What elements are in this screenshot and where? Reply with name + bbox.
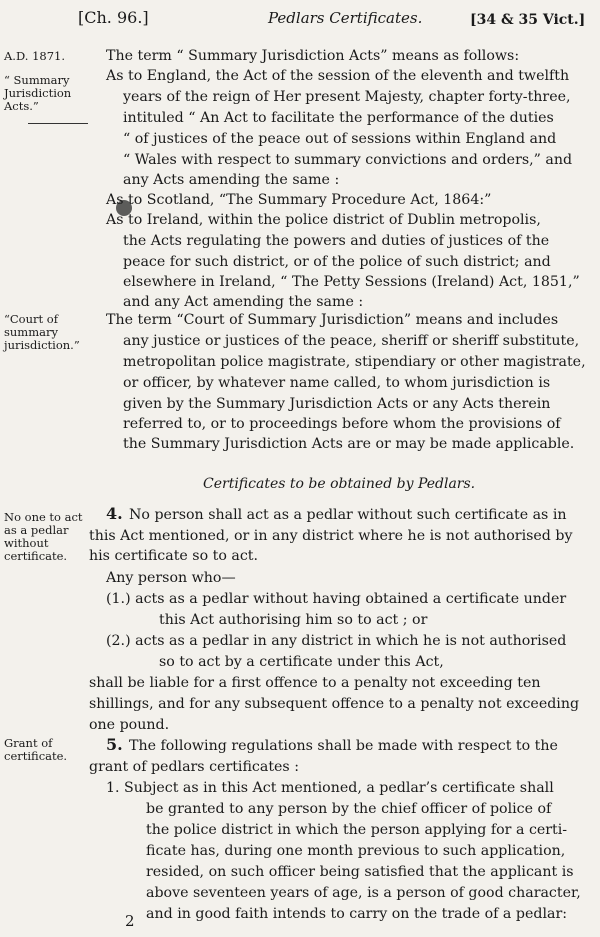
text-line: be granted to any person by the chief officer of police of [146,801,552,817]
text-line: this Act mentioned, or in any district where he is not authorised by [89,528,573,544]
text-line: As to Ireland, within the police district of Dublin metropolis, [106,212,541,228]
text-line: “ of justices of the peace out of sessions within England and [123,131,557,147]
page-number: 2 [125,912,135,930]
text-line: any justice or justices of the peace, sheriff or sheriff substitute, [123,333,580,349]
text-line: the Summary Jurisdiction Acts are or may be made applicable. [123,436,575,452]
text-line: intituled “ An Act to facilitate the performance of the duties [123,110,554,126]
text-line: Any person who— [106,570,236,586]
text-line: grant of pedlars certificates : [89,759,299,775]
text-line: ficate has, during one month previous to such application, [146,843,566,859]
text-line: and in good faith intends to carry on the trade of a pedlar: [146,906,568,922]
text-line: this Act authorising him so to act ; or [159,612,428,628]
text-line: so to act by a certificate under this Act, [159,654,444,670]
text-line: (1.) acts as a pedlar without having obtained a certificate under [106,591,567,607]
text-line: years of the reign of Her present Majesty, chapter forty-three, [123,89,571,105]
text-line: the Acts regulating the powers and duties of justices of the [123,233,550,249]
section-heading: Certificates to be obtained by Pedlars. [203,476,476,492]
text-line: above seventeen years of age, is a person of good character, [146,885,581,901]
text-line: and any Act amending the same : [123,294,364,310]
chapter-reference: [Ch. 96.] [78,8,149,27]
text-line: or officer, by whatever name called, to whom jurisdiction is [123,375,551,391]
text-line: As to England, the Act of the session of the eleventh and twelfth [106,68,570,84]
text-line: 1. Subject as in this Act mentioned, a pedlar’s certificate shall [106,780,554,796]
text-line: his certificate so to act. [89,548,259,564]
text-line: The term “Court of Summary Jurisdiction” means and includes [106,312,559,328]
text-line: shall be liable for a first offence to a penalty not exceeding ten [89,675,541,691]
section-number: 5. [106,735,123,754]
text-line: shillings, and for any subsequent offence to a penalty not exceeding [89,696,580,712]
text-line: (2.) acts as a pedlar in any district in which he is not authorised [106,633,567,649]
running-title: Pedlars Certificates. [268,9,423,27]
margin-note-year: A.D. 1871. [4,49,66,63]
text-line: The term “ Summary Jurisdiction Acts” means as follows: [106,48,520,64]
margin-note-court-of-summary-jurisdiction: “Court of summary jurisdiction.” [4,312,80,352]
text-line: peace for such district, or of the police of such district; and [123,254,551,270]
margin-divider [28,123,88,124]
text-line: No person shall act as a pedlar without such certificate as in [129,507,567,523]
text-line: any Acts amending the same : [123,172,340,188]
text-line: elsewhere in Ireland, “ The Petty Sessions (Ireland) Act, 1851,” [123,274,580,290]
text-line: the police district in which the person applying for a certi- [146,822,568,838]
text-line: “ Wales with respect to summary convictions and orders,” and [123,152,573,168]
text-line: resided, on such officer being satisfied that the applicant is [146,864,574,880]
text-line: The following regulations shall be made with respect to the [129,738,558,754]
text-line: As to Scotland, “The Summary Procedure Act, 1864:” [106,192,492,208]
margin-note-no-one-to-act: No one to act as a pedlar without certificate. [4,510,83,563]
text-line: metropolitan police magistrate, stipendiary or other magistrate, [123,354,586,370]
margin-note-summary-jurisdiction-acts: “ Summary Jurisdiction Acts.” [4,73,72,113]
text-line: given by the Summary Jurisdiction Acts or any Acts therein [123,396,551,412]
text-line: referred to, or to proceedings before whom the provisions of [123,416,561,432]
session-reference: [34 & 35 Vict.] [470,12,586,28]
section-number: 4. [106,504,123,523]
text-line: one pound. [89,717,170,733]
margin-note-grant-of-certificate: Grant of certificate. [4,736,68,763]
